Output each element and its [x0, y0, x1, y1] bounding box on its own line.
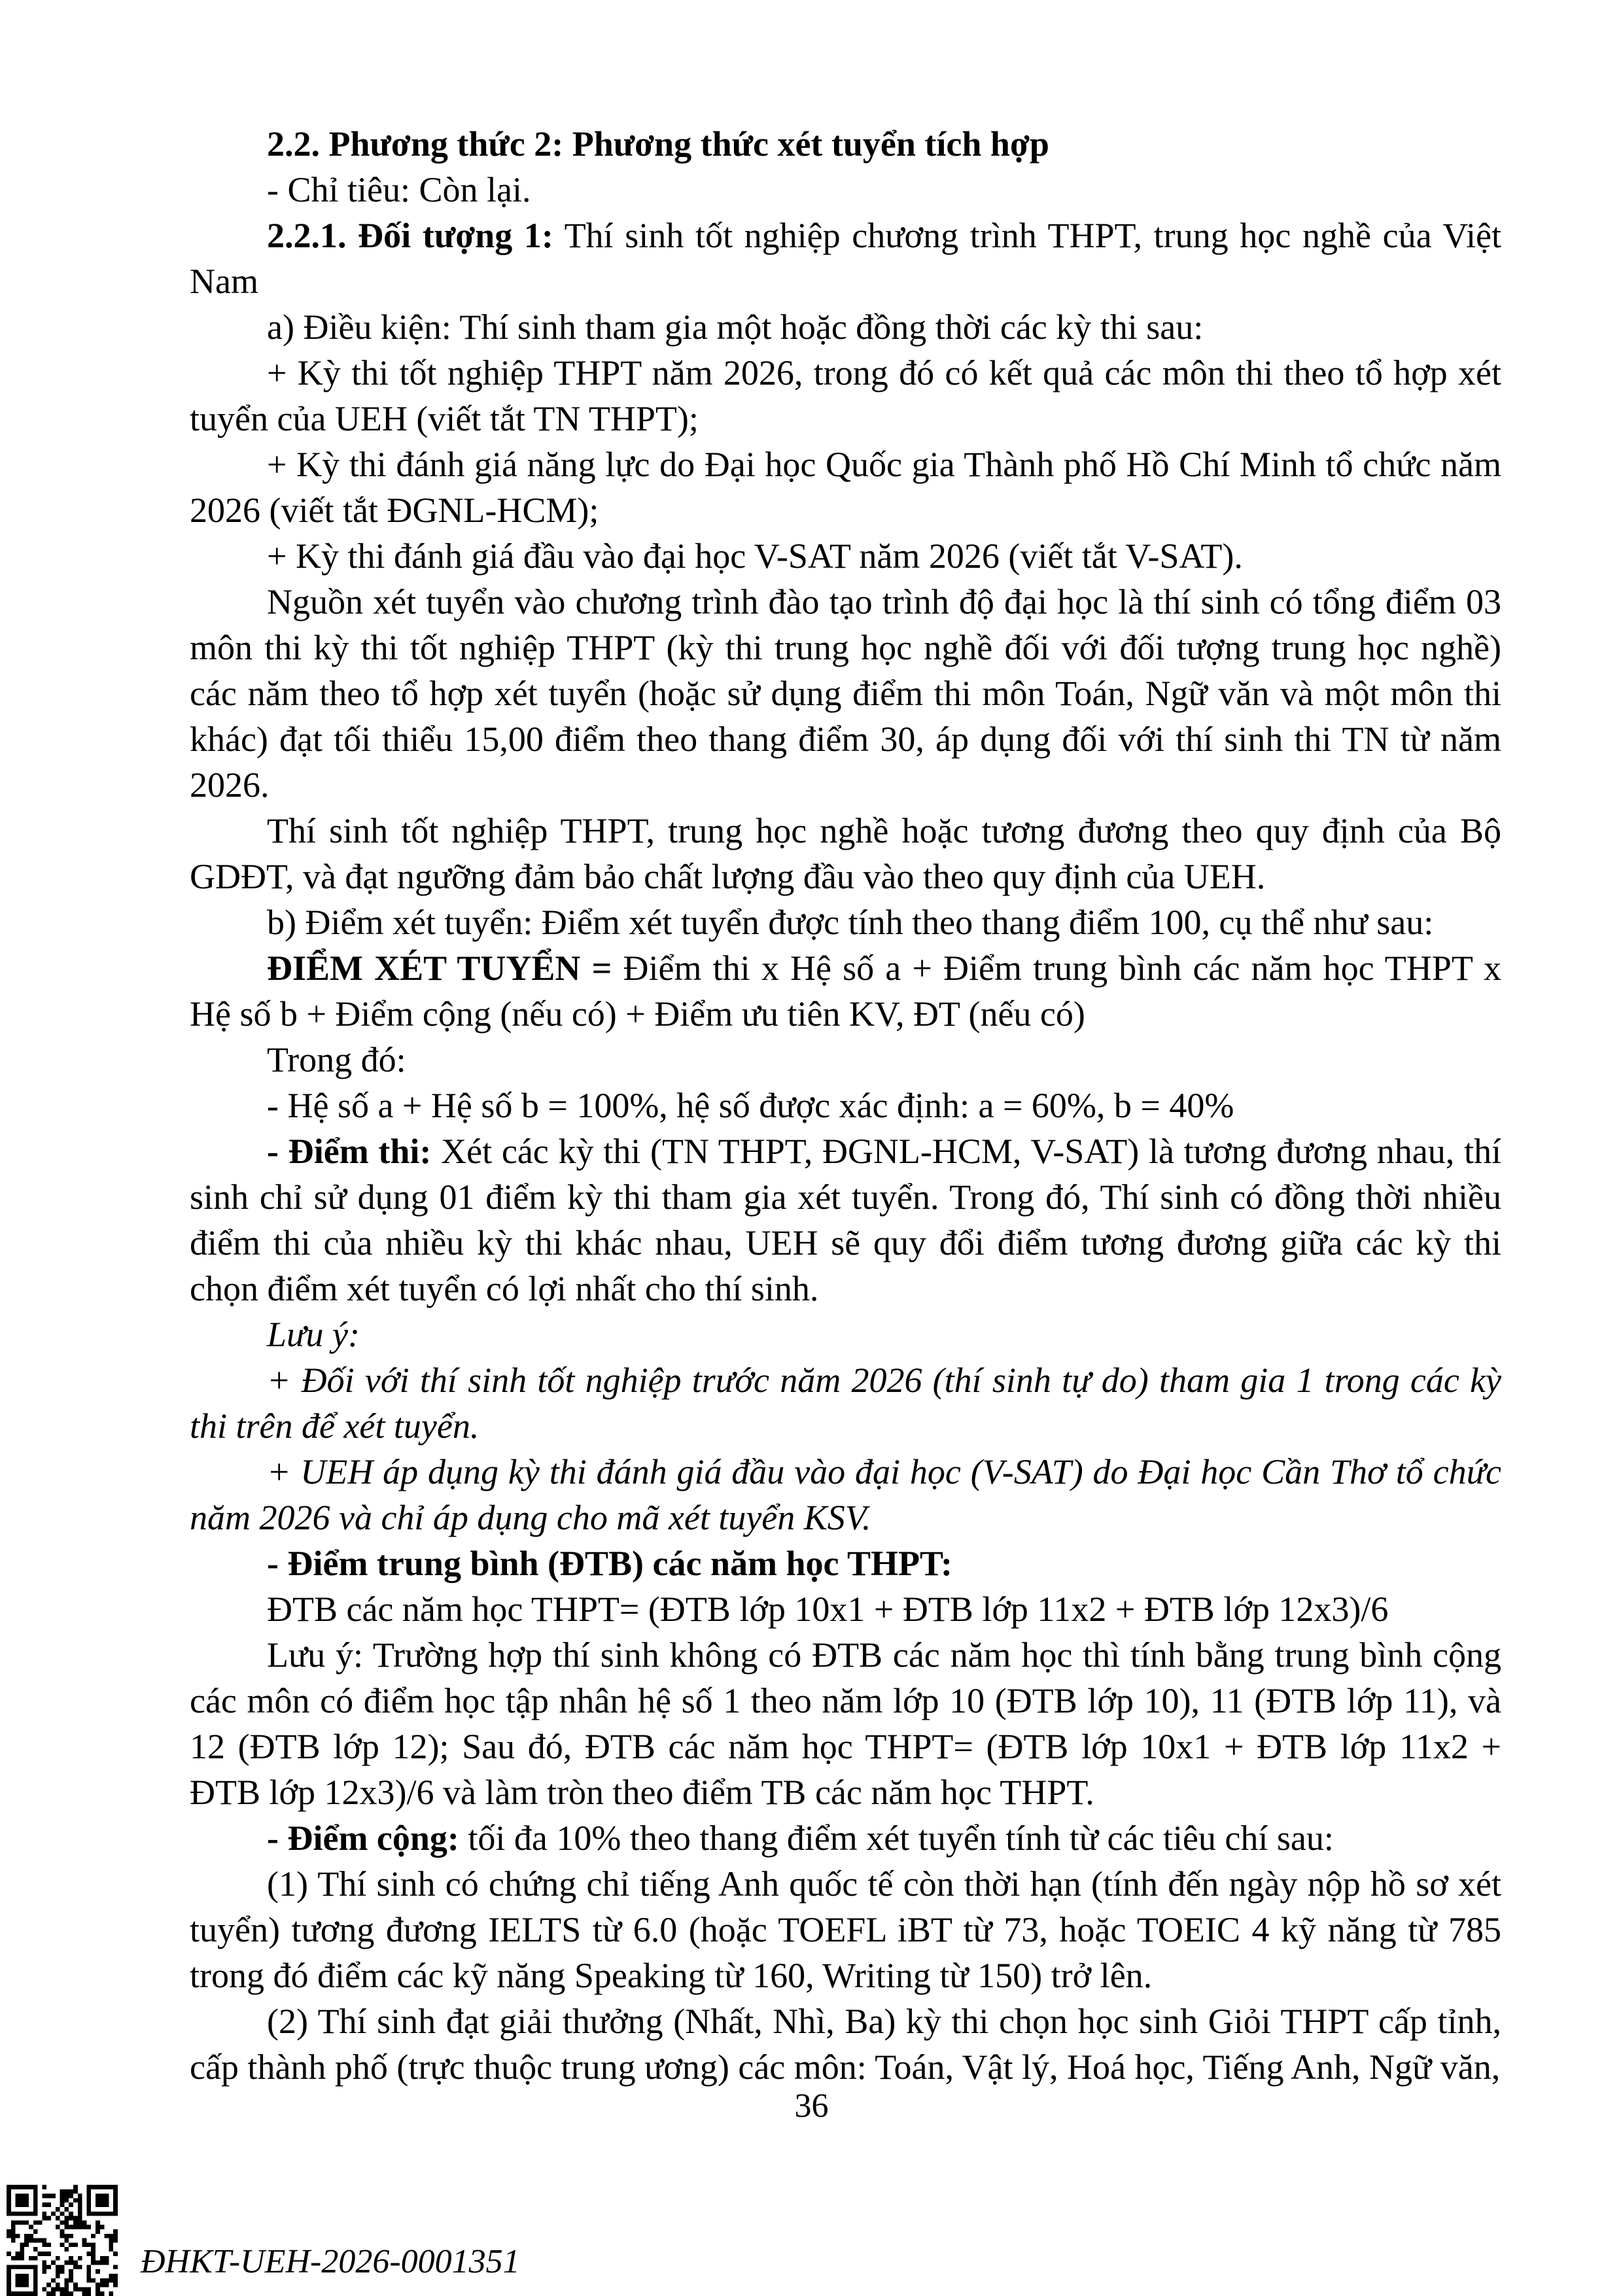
text-run: + Đối với thí sinh tốt nghiệp trước năm 2026 (thí sinh tự do) tham gia 1 trong các kỳ thi trên để xét tuyển. [190, 1361, 1501, 1446]
text-run: 2.2.1. Đối tượng 1: [267, 216, 553, 255]
paragraph [190, 1357, 1501, 1449]
text-run: Nguồn xét tuyển vào chương trình đào tạo trình độ đại học là thí sinh có tổng điểm 03 môn thi kỳ thi tốt nghiệp THPT (kỳ thi trung học nghề đối với đối tượng trung học nghề) các năm theo tổ hợp xét tuyển (hoặc sử dụng điểm thi môn Toán, Ngữ văn và một môn thi khác) đạt tối thiểu 15,00 điểm theo thang điểm 30, áp dụng đối với thí sinh thi TN từ năm 2026. [190, 582, 1501, 805]
paragraph [190, 579, 1501, 808]
paragraph [190, 1861, 1501, 1998]
paragraph [190, 533, 1501, 579]
text-run: Trong đó: [267, 1040, 406, 1079]
paragraph [190, 304, 1501, 350]
paragraph [190, 121, 1501, 167]
qr-code-icon [7, 2185, 118, 2296]
text-run: Điểm thi x Hệ số a + Điểm trung bình các năm học THPT x Hệ số b + Điểm cộng (nếu có) + Điểm ưu tiên KV, ĐT (nếu có) [190, 948, 1501, 1034]
text-run: + Kỳ thi đánh giá năng lực do Đại học Quốc gia Thành phố Hồ Chí Minh tổ chức năm 2026 (viết tắt ĐGNL-HCM); [190, 445, 1501, 530]
paragraph [190, 1540, 1501, 1586]
text-run: Thí sinh tốt nghiệp THPT, trung học nghề hoặc tương đương theo quy định của Bộ GDĐT, và đạt ngưỡng đảm bảo chất lượng đầu vào theo quy định của UEH. [190, 811, 1501, 896]
paragraph [190, 899, 1501, 945]
text-run: 2.2. Phương thức 2: Phương thức xét tuyển tích hợp [267, 124, 1049, 164]
paragraph [190, 1586, 1501, 1632]
text-run: a) Điều kiện: Thí sinh tham gia một hoặc đồng thời các kỳ thi sau: [267, 307, 1204, 347]
text-run: - Điểm cộng: [267, 1818, 459, 1858]
text-run: + Kỳ thi tốt nghiệp THPT năm 2026, trong đó có kết quả các môn thi theo tổ hợp xét tuyển của UEH (viết tắt TN THPT); [190, 353, 1501, 438]
page-number: 36 [794, 2087, 829, 2125]
text-run: - Hệ số a + Hệ số b = 100%, hệ số được xác định: a = 60%, b = 40% [267, 1086, 1234, 1125]
text-run: Xét các kỳ thi (TN THPT, ĐGNL-HCM, V-SAT) là tương đương nhau, thí sinh chỉ sử dụng 01 điểm kỳ thi tham gia xét tuyển. Trong đó, Thí sinh có đồng thời nhiều điểm thi của nhiều kỳ thi khác nhau, UEH sẽ quy đổi điểm tương đương giữa các kỳ thi chọn điểm xét tuyển có lợi nhất cho thí sinh. [190, 1132, 1502, 1308]
paragraph [190, 167, 1501, 213]
paragraph [190, 1998, 1501, 2090]
text-run: b) Điểm xét tuyển: Điểm xét tuyển được tính theo thang điểm 100, cụ thể như sau: [267, 903, 1434, 942]
paragraph [190, 350, 1501, 442]
text-run: tối đa 10% theo thang điểm xét tuyển tính từ các tiêu chí sau: [459, 1818, 1334, 1858]
text-run: ĐTB các năm học THPT= (ĐTB lớp 10x1 + ĐTB lớp 11x2 + ĐTB lớp 12x3)/6 [267, 1590, 1389, 1629]
text-run: + UEH áp dụng kỳ thi đánh giá đầu vào đại học (V-SAT) do Đại học Cần Thơ tổ chức năm 2026 và chỉ áp dụng cho mã xét tuyển KSV. [190, 1452, 1501, 1537]
text-run: - Điểm trung bình (ĐTB) các năm học THPT: [267, 1544, 953, 1583]
text-run: ĐIỂM XÉT TUYỂN = [267, 948, 612, 988]
paragraph [190, 1128, 1501, 1312]
paragraph [190, 1632, 1501, 1815]
text-run: (1) Thí sinh có chứng chỉ tiếng Anh quốc tế còn thời hạn (tính đến ngày nộp hồ sơ xét tuyển) tương đương IELTS từ 6.0 (hoặc TOEFL iBT từ 73, hoặc TOEIC 4 kỹ năng từ 785 trong đó điểm các kỹ năng Speaking từ 160, Writing từ 150) trở lên. [190, 1864, 1501, 1995]
text-run: + Kỳ thi đánh giá đầu vào đại học V-SAT năm 2026 (viết tắt V-SAT). [267, 536, 1243, 576]
paragraph [190, 1037, 1501, 1083]
document-id: ĐHKT-UEH-2026-0001351 [141, 2243, 520, 2280]
paragraph [190, 808, 1501, 899]
text-run: (2) Thí sinh đạt giải thưởng (Nhất, Nhì, Ba) kỳ thi chọn học sinh Giỏi THPT cấp tỉnh, cấp thành phố (trực thuộc trung ương) các môn: Toán, Vật lý, Hoá học, Tiếng Anh, Ngữ văn, [190, 2002, 1501, 2087]
text-run: - Điểm thi: [267, 1132, 432, 1171]
document-body [190, 121, 1501, 2090]
text-run: Thí sinh tốt nghiệp chương trình THPT, trung học nghề của Việt Nam [190, 216, 1501, 301]
paragraph [190, 1815, 1501, 1861]
text-run: - Chỉ tiêu: Còn lại. [267, 170, 531, 209]
paragraph [190, 945, 1501, 1037]
paragraph [190, 1083, 1501, 1128]
text-run: Lưu ý: Trường hợp thí sinh không có ĐTB các năm học thì tính bằng trung bình cộng các môn có điểm học tập nhân hệ số 1 theo năm lớp 10 (ĐTB lớp 10), 11 (ĐTB lớp 11), và 12 (ĐTB lớp 12); Sau đó, ĐTB các năm học THPT= (ĐTB lớp 10x1 + ĐTB lớp 11x2 + ĐTB lớp 12x3)/6 và làm tròn theo điểm TB các năm học THPT. [190, 1635, 1501, 1812]
paragraph [190, 1449, 1501, 1540]
text-run: Lưu ý: [267, 1315, 360, 1354]
paragraph [190, 1312, 1501, 1357]
paragraph [190, 442, 1501, 533]
paragraph [190, 213, 1501, 304]
